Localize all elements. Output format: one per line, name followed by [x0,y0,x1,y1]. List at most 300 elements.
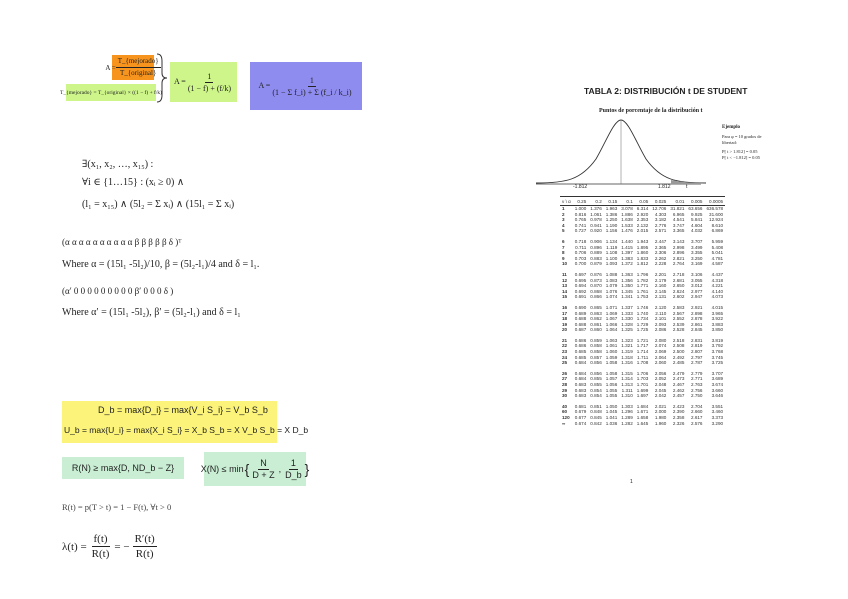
mint-right-a-den: D + Z [252,469,275,480]
t-table-cell: 0.686 [574,337,587,343]
hazard-frac-1 [90,532,112,561]
t-table-cell: 2.896 [672,250,685,256]
t-table-cell: 4.303 [654,211,667,217]
t-table-cell: 1.310 [621,393,633,399]
t-table-cell: 3.792 [711,343,724,349]
t-table-cell: 2.000 [654,409,667,415]
t-table-cell: 1.071 [605,304,618,310]
t-table-cell: 0.700 [574,261,587,267]
formula-blue-fraction [270,75,353,98]
t-table-header-cell: ν \ α [562,198,571,204]
t-table-cell: 0.859 [590,337,602,343]
t-table-cell: 12.706 [652,206,667,211]
t-table-cell: 2.821 [672,255,685,261]
yellow-line-1: D_b = max{D_i} = max{V_i S_i} = V_b S_b [98,405,268,415]
t-table-cell: 1.074 [605,294,618,300]
t-table-cell: 2.201 [654,271,667,277]
t-table-cell: 1.706 [636,370,649,376]
t-table-cell: 1.108 [605,250,618,256]
t-table-row [560,239,725,245]
t-table-cell: 3.883 [711,321,724,327]
hazard-n2: R′(t) [134,533,155,545]
hazard-mid: = − [114,540,130,553]
system-line-2: ∀i ∈ {1…15} : (xᵢ ≥ 0) ∧ [82,177,185,188]
t-table-cell: 2.617 [690,415,703,420]
t-table-cell: 0.697 [574,271,587,277]
t-table-df-cell: 2 [562,211,565,217]
t-table-cell: 0.706 [574,250,587,256]
formula-blue-num: 1 [309,75,314,85]
hazard-d1: R(t) [91,548,110,560]
t-table-cell: 2.145 [654,288,667,294]
t-table-cell: 1.895 [636,244,649,250]
t-table-cell: 1.250 [605,217,618,223]
t-table-cell: 0.848 [590,409,602,415]
t-table-cell: 4.032 [690,228,703,234]
t-table-cell: 2.998 [672,244,685,250]
t-table-cell: 1.083 [605,277,618,283]
t-table-cell: 3.850 [711,327,724,333]
t-table-cell: 2.528 [672,327,685,333]
t-table-cell: 2.052 [654,376,667,382]
t-table-cell: 1.314 [621,376,633,382]
t-table-cell: 1.323 [621,337,633,343]
t-table-cell: 1.761 [636,288,649,294]
t-table-cell: 0.842 [590,420,602,426]
t-table-cell: 1.316 [621,360,633,366]
t-table-cell: 1.711 [637,354,649,360]
t-table-cell: 3.012 [690,283,703,289]
t-table-cell: 1.059 [605,354,618,360]
t-table-cell: 6.965 [672,211,685,217]
t-table-cell: 0.865 [590,304,602,310]
system-line-1: ∃(x₁, x₂, …, x₁₅) : [82,159,154,170]
t-table-cell: 1.303 [621,403,633,409]
t-table-cell: 2.358 [672,415,685,420]
mint-right-lhs: X(N) ≤ min [200,464,244,474]
t-table-cell: 0.684 [574,360,587,366]
t-table-cell: 0.863 [590,310,602,316]
hazard-formula [62,532,157,561]
t-table-cell: 31.821 [670,206,685,211]
t-table-cell: 2.326 [672,420,685,426]
t-table-cell: 4.221 [711,283,724,289]
t-table-cell: 0.879 [590,261,602,267]
t-table-cell: 1.350 [621,283,633,289]
t-table-cell: 2.681 [672,277,685,283]
t-table-cell: 2.228 [654,261,667,267]
t-table-cell: 0.679 [574,409,587,415]
t-table-cell: 0.718 [574,238,587,244]
t-table-cell: 1.319 [621,349,633,355]
t-table-cell: 0.876 [590,271,602,277]
t-table-df-cell: 120 [562,415,570,420]
t-table-cell: 1.533 [621,222,633,228]
t-table-cell: 2.447 [654,238,667,244]
curve-axis-label: t [686,184,688,190]
hazard-lhs: λ(t) = [62,540,87,553]
t-table-cell: 2.763 [690,382,703,388]
t-table-df-cell: 24 [562,354,568,360]
formula-blue-lhs: A = [258,81,271,90]
t-table-cell: 5.841 [690,217,703,223]
t-table-cell: 1.050 [605,403,618,409]
t-table-cell: 1.943 [636,238,649,244]
t-table-cell: 2.160 [654,283,667,289]
t-table-cell: 1.721 [636,337,649,343]
formula-amdahl-simple [170,62,237,102]
t-table-cell: 0.688 [574,321,587,327]
t-table-cell: 2.518 [672,337,685,343]
t-table-cell: 0.727 [574,228,587,234]
t-table-cell: 0.703 [574,255,587,261]
t-table-cell: 2.120 [654,304,667,310]
t-table-cell: 4.140 [711,288,724,294]
t-table-cell: 3.078 [621,206,633,211]
t-table-cell: 1.055 [605,387,618,393]
t-distribution-curve [536,114,706,192]
table-subtitle: Puntos de porcentaje de la distribución t [599,108,703,114]
t-table-row [560,327,725,333]
t-table-header-cell: 0.2 [588,197,604,206]
t-table-cell: 2.080 [654,337,667,343]
t-table-row [560,250,725,256]
t-table-cell: 3.689 [711,376,724,382]
t-table-cell: 0.870 [590,283,602,289]
t-table-header-cell: 0.1 [619,197,635,206]
curve-left-label: -1.812 [573,184,588,190]
t-table-cell: 0.978 [590,217,602,223]
t-table-cell: 0.684 [574,376,587,382]
t-table-cell: 1.725 [636,327,649,333]
t-table-cell: 2.650 [672,283,685,289]
t-table-cell: 1.886 [621,211,633,217]
t-table-cell: 2.807 [690,349,703,355]
t-table-df-cell: 26 [562,370,568,376]
t-table-cell: 1.313 [621,382,633,388]
t-table-cell: 3.106 [690,271,703,277]
t-table-cell: 2.776 [654,222,667,228]
t-table-cell: 3.355 [690,250,703,256]
t-table-df-cell: 8 [562,250,565,256]
t-table-cell: 2.704 [690,403,703,409]
t-table-cell: 1.058 [605,360,618,366]
t-table-cell: 1.356 [621,277,633,283]
t-table-cell: 2.845 [690,327,703,333]
t-table-cell: 1.060 [605,349,618,355]
t-table-cell: 1.321 [621,343,633,349]
formula-orange-fraction [116,56,161,79]
t-table-cell: 2.353 [636,217,649,223]
t-table-cell: 1.341 [621,294,633,300]
t-table-cell: 4.073 [711,294,724,300]
t-table-cell: 1.282 [621,420,633,426]
t-table-cell: 1.289 [621,415,633,420]
t-table-cell: 6.869 [711,228,724,234]
t-table-row [560,261,725,267]
t-table-cell: 1.315 [621,370,633,376]
t-table-cell: 2.977 [690,288,703,294]
t-table-cell: 4.604 [690,222,703,228]
t-table-row [560,228,725,234]
t-table-cell: 1.383 [621,255,633,261]
t-table-cell: 2.508 [672,343,685,349]
t-table-cell: 6.314 [636,206,649,211]
page-number: 1 [630,479,633,485]
t-table-cell: 2.467 [672,382,685,388]
t-table-df-cell: 6 [562,238,565,244]
t-table-cell: 2.819 [690,343,703,349]
t-table-cell: 2.423 [672,403,685,409]
t-table-cell: 1.076 [605,288,618,294]
t-table-cell: 1.330 [621,316,633,322]
t-table-df-cell: 14 [562,288,568,294]
t-table-cell: 0.685 [574,354,587,360]
formula-blue-den: (1 − Σ f_i) + Σ (f_i / k_i) [272,87,352,97]
t-table-cell: 0.866 [590,294,602,300]
t-table-df-cell: 25 [562,360,568,366]
t-table-cell: 0.856 [590,360,602,366]
example-line-4: P[ t < −1.812] = 0.05 [722,155,760,160]
t-table-cell: 1.671 [636,409,649,415]
t-table-cell: 3.768 [711,349,724,355]
formula-speedup-ratio [105,55,159,80]
formula-amdahl-general [250,62,362,110]
t-table-cell: 3.707 [690,238,703,244]
table-title: TABLA 2: DISTRIBUCIÓN t DE STUDENT [584,86,748,96]
t-table-cell: 2.898 [690,310,703,316]
t-table-cell: 1.100 [605,255,618,261]
t-table-df-cell: 3 [562,217,565,223]
t-table-cell: 0.861 [590,321,602,327]
example-line-2: libertad: [722,140,737,145]
formula-green-mid-lhs: A = [173,77,186,86]
t-table-row [560,217,725,223]
reliability-formula: R(t) = p(T > t) = 1 − F(t), ∀t > 0 [62,502,172,512]
t-table-cell: 1.134 [605,238,618,244]
t-table-cell: 1.734 [636,316,649,322]
mint-right-frac-b [283,458,304,481]
t-table-cell: 0.683 [574,382,587,388]
t-table-cell: 5.408 [711,244,724,250]
t-table-cell: 0.674 [574,420,587,426]
formula-improved-time [60,84,162,101]
example-box [722,125,782,161]
t-table-cell: 1.812 [636,261,649,267]
t-table-df-cell: 15 [562,294,568,300]
t-table-cell: 1.036 [605,420,618,426]
formula-green-small-text: T_{mejorado} = T_{original} × ((1 − f) + f/k) [60,89,162,96]
t-table-cell: 2.132 [636,222,649,228]
t-table-cell: 0.920 [590,228,602,234]
t-table-df-cell: ∞ [562,420,566,426]
response-time-bound [62,457,184,479]
example-line-3: P[ t > 1.812] = 0.05 [722,149,758,154]
formula-green-mid-den: (1 − f) + (f/k) [187,83,232,93]
t-table-cell: 1.638 [621,217,633,223]
t-table-row [560,283,725,289]
t-table-body [560,206,725,427]
t-table-cell: 1.980 [654,415,667,420]
t-table-cell: 4.781 [711,255,724,261]
t-table-cell: 1.061 [605,343,618,349]
t-table-cell: 0.683 [574,393,587,399]
t-table-container [560,196,725,426]
t-table-header-cell: 0.0005 [704,197,725,206]
t-table-cell: 0.845 [590,415,602,420]
t-table-cell: 0.896 [590,244,602,250]
t-table-row [560,382,725,388]
t-table-cell: 3.965 [711,310,724,316]
t-table-cell: 0.858 [590,343,602,349]
t-table-cell: 2.473 [672,376,685,382]
t-table-cell: 0.711 [575,244,587,250]
t-table-cell: 3.182 [654,217,667,223]
t-table-cell: 0.868 [590,288,602,294]
t-table-cell: 3.365 [672,228,685,234]
t-table-df-cell: 21 [562,337,568,343]
t-table-cell: 12.924 [709,217,724,223]
t-table-cell: 0.695 [574,277,587,283]
t-table-cell: 1.684 [636,403,649,409]
t-table-cell: 0.686 [574,343,587,349]
t-table-df-cell: 30 [562,393,568,399]
t-table-cell: 1.296 [621,409,633,415]
t-table-cell: 2.365 [654,244,667,250]
t-table-df-cell: 27 [562,376,568,382]
hazard-n1: f(t) [93,533,108,545]
t-table-cell: 9.925 [690,211,703,217]
t-table-cell: 0.851 [590,403,602,409]
t-table-cell: 1.333 [621,310,633,316]
t-table-cell: 2.056 [654,370,667,376]
t-table-df-cell: 60 [562,409,568,415]
t-table-cell: 5.959 [711,238,724,244]
t-table-cell: 1.088 [605,271,618,277]
t-table-df-cell: 18 [562,316,568,322]
t-table-cell: 1.061 [590,211,602,217]
t-table-row [560,305,725,311]
t-table-df-cell: 5 [562,228,565,234]
t-table-cell: 1.476 [621,228,633,234]
t-table-cell: 2.583 [672,304,685,310]
t-table-cell: 3.551 [711,403,724,409]
t-table-cell: 3.499 [690,244,703,250]
t-table-cell: 2.779 [690,370,703,376]
mint-right-b-den: D_b [285,469,302,480]
t-table-cell: 0.677 [574,415,587,420]
t-table-row [560,206,725,212]
t-table-df-cell: 11 [562,271,567,277]
t-table-cell: 1.063 [605,337,618,343]
t-table-cell: 0.685 [574,349,587,355]
t-table-cell: 2.718 [672,271,685,277]
t-table-cell: 3.373 [711,415,724,420]
t-table-row [560,360,725,366]
t-table-cell: 2.021 [654,403,667,409]
t-table-cell: 1.318 [621,354,633,360]
t-table-cell: 1.093 [605,261,618,267]
t-table-cell: 2.131 [654,294,667,300]
t-table-cell: 0.854 [590,387,602,393]
t-table-cell: 3.747 [672,222,685,228]
t-table-cell: 2.457 [672,393,685,399]
t-table-df-cell: 12 [562,277,568,283]
t-table-cell: 3.674 [711,382,724,388]
t-table-cell: 31.600 [709,211,724,217]
t-table-cell: 3.745 [711,354,724,360]
t-table-cell: 4.015 [711,304,724,310]
t-table-cell: 1.190 [605,222,618,228]
t-table-cell: 636.578 [706,206,724,211]
t-table-cell: 1.740 [636,310,649,316]
yellow-line-2: U_b = max{U_i} = max{X_i S_i} = X_b S_b = X V_b S_b = X D_b [64,425,309,435]
t-table-cell: 0.860 [590,327,602,333]
t-table-df-cell: 7 [562,244,565,250]
t-table-cell: 3.660 [711,387,724,393]
t-table-cell: 1.708 [636,360,649,366]
t-table-cell: 0.856 [590,370,602,376]
mint-left-text: R(N) ≥ max{D, ND_b − Z} [71,463,175,473]
t-table-cell: 1.363 [621,271,633,277]
t-table-cell: 0.941 [590,222,602,228]
t-table-cell: 2.539 [672,321,685,327]
t-table-cell: 2.861 [690,321,703,327]
t-table-cell: 1.041 [605,415,618,420]
t-table-row [560,349,725,355]
throughput-bound: X(N) ≤ min { $\frac{N}{D + Z}$ , $\frac{1}{D\_b}$ } [204,452,306,486]
formula-green-mid-fraction [186,71,233,94]
t-table-cell: 1.714 [636,349,649,355]
where-alpha-prime-line: Where α′ = (15l₁ -5l₂), β′ = (5l₂-l₁) and δ = l₁ [62,307,241,318]
t-table-cell: 2.015 [636,228,649,234]
t-table-cell: 2.750 [690,393,703,399]
t-table-cell: 1.796 [636,271,649,277]
t-table-cell: 2.462 [672,387,685,393]
t-table-cell: 1.645 [636,420,649,426]
t-table-cell: 0.883 [590,255,602,261]
bottleneck-formulas [62,401,309,443]
t-table-cell: 2.567 [672,310,685,316]
t-table-cell: 0.873 [590,277,602,283]
t-table-df-cell: 22 [562,343,568,349]
t-table-cell: 1.963 [605,206,618,211]
t-table-cell: 5.041 [711,250,724,256]
t-table-df-cell: 28 [562,382,568,388]
t-table-cell: 2.764 [672,261,685,267]
t-table-cell: 4.437 [711,271,724,277]
t-table-cell: 2.306 [654,250,667,256]
t-table-cell: 0.691 [574,294,587,300]
t-table-cell: 1.000 [574,206,587,211]
t-table-cell: 0.855 [590,376,602,382]
t-table-cell: 2.921 [690,304,703,310]
t-table-cell: 2.086 [654,327,667,333]
t-table-cell: 2.492 [672,354,685,360]
t-table-cell: 1.960 [654,420,667,426]
t-table-cell: 0.687 [574,327,587,333]
t-table-cell: 1.325 [621,327,633,333]
t-table-cell: 1.056 [605,382,618,388]
t-table-cell: 2.831 [690,337,703,343]
t-table-cell: 1.746 [636,304,649,310]
t-table-cell: 3.707 [711,370,724,376]
t-table-cell: 0.741 [574,222,587,228]
t-table-header-cell: 0.005 [686,197,704,206]
t-table-cell: 1.753 [636,294,649,300]
mint-right-frac-a [250,458,276,481]
t-table-cell: 1.833 [636,255,649,261]
